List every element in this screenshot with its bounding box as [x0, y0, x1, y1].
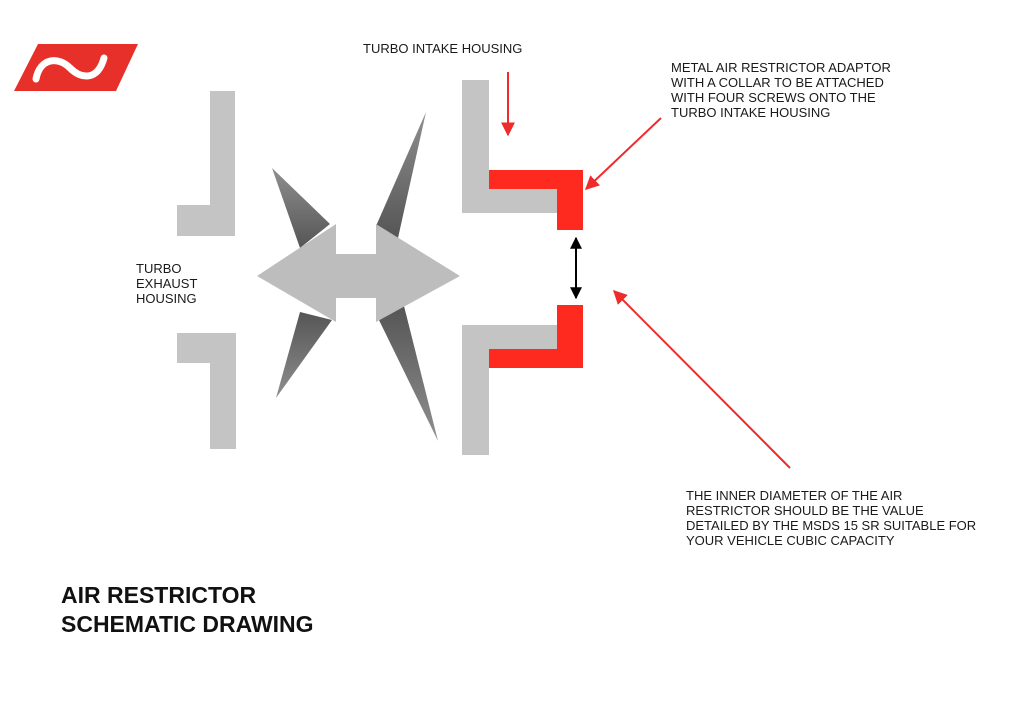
inner-diameter-label: THE INNER DIAMETER OF THE AIR RESTRICTOR SHOULD BE THE VALUE DETAILED BY THE MSDS 15 SR SUITABLE FOR YOUR VEHICLE CUBIC CAPACITY [686, 488, 977, 548]
diameter-callout-arrow [614, 291, 790, 468]
blade-left-lower [276, 312, 332, 398]
intake-housing-upper [462, 80, 558, 213]
exhaust-housing-upper [177, 91, 235, 236]
flow-arrow [257, 224, 460, 322]
schematic-title [61, 581, 314, 639]
blade-right-lower [378, 306, 438, 441]
title-line-1: AIR RESTRICTOR [61, 582, 257, 608]
exhaust-housing-label: TURBO EXHAUST HOUSING [136, 261, 198, 306]
adaptor-callout-arrow [586, 118, 661, 189]
intake-housing-lower [462, 325, 558, 455]
adaptor-label: METAL AIR RESTRICTOR ADAPTOR WITH A COLLAR TO BE ATTACHED WITH FOUR SCREWS ONTO THE TURBO INTAKE HOUSING [671, 60, 891, 120]
exhaust-housing-lower [177, 333, 236, 449]
blade-right-upper [376, 112, 426, 238]
intake-housing-label: TURBO INTAKE HOUSING [363, 41, 523, 56]
title-line-2: SCHEMATIC DRAWING [61, 611, 314, 637]
brand-logo-icon [14, 44, 138, 91]
